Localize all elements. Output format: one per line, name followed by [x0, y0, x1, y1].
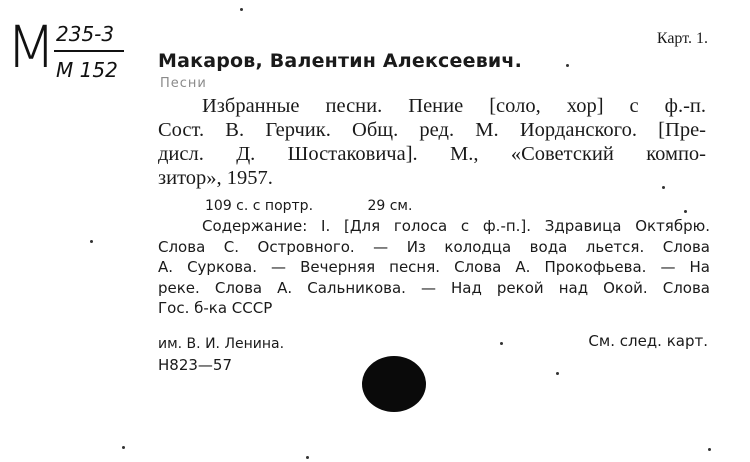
- title-line: зитор», 1957.: [158, 167, 273, 189]
- handwritten-note: Песни: [160, 76, 207, 91]
- dust-speck: [566, 64, 569, 67]
- shelfmark-bottom: М 152: [56, 58, 118, 82]
- card-number: Карт. 1.: [656, 30, 708, 47]
- shelfmark-letter: М: [6, 13, 55, 81]
- contents-note: [158, 216, 710, 319]
- dust-speck: [708, 448, 711, 451]
- contents-line: Слова С. Островного. — Из колодца вода льется. Слова: [158, 237, 710, 256]
- contents-line: реке. Слова А. Сальникова. — Над рекой над Окой. Слова: [158, 278, 710, 297]
- dust-speck: [306, 456, 309, 459]
- dust-speck: [90, 240, 93, 243]
- title-line: Избранные песни. Пение [соло, хор] с ф.-п.: [202, 95, 706, 117]
- dust-speck: [122, 446, 125, 449]
- contents-line: Содержание: I. [Для голоса с ф.-п.]. Здравица Октябрю.: [202, 217, 710, 235]
- dust-speck: [500, 342, 503, 345]
- physical-description: [205, 198, 412, 214]
- dust-speck: [556, 372, 559, 375]
- author-heading: Макаров, Валентин Алексеевич.: [158, 50, 523, 72]
- catalog-number: Н823—57: [158, 356, 232, 374]
- shelfmark-divider: [54, 50, 124, 52]
- title-line: дисл. Д. Шостаковича]. М., «Советский компо-: [158, 143, 706, 165]
- shelfmark-top: 235-3: [56, 22, 115, 46]
- dust-speck: [662, 186, 665, 189]
- title-statement: [158, 94, 706, 190]
- next-card-reference: См. след. карт.: [588, 332, 708, 350]
- library-stamp: им. В. И. Ленина.: [158, 336, 285, 352]
- title-line: Сост. В. Герчик. Общ. ред. М. Иорданского. [Пре-: [158, 119, 706, 141]
- page-count: 109 с. с портр.: [205, 198, 314, 214]
- dust-speck: [240, 8, 243, 11]
- library-name: Гос. б-ка СССР: [158, 299, 273, 317]
- item-size: 29 см.: [367, 198, 413, 214]
- punch-hole: [362, 356, 426, 412]
- dust-speck: [684, 210, 687, 213]
- contents-line: А. Суркова. — Вечерняя песня. Слова А. Прокофьева. — На: [158, 258, 710, 276]
